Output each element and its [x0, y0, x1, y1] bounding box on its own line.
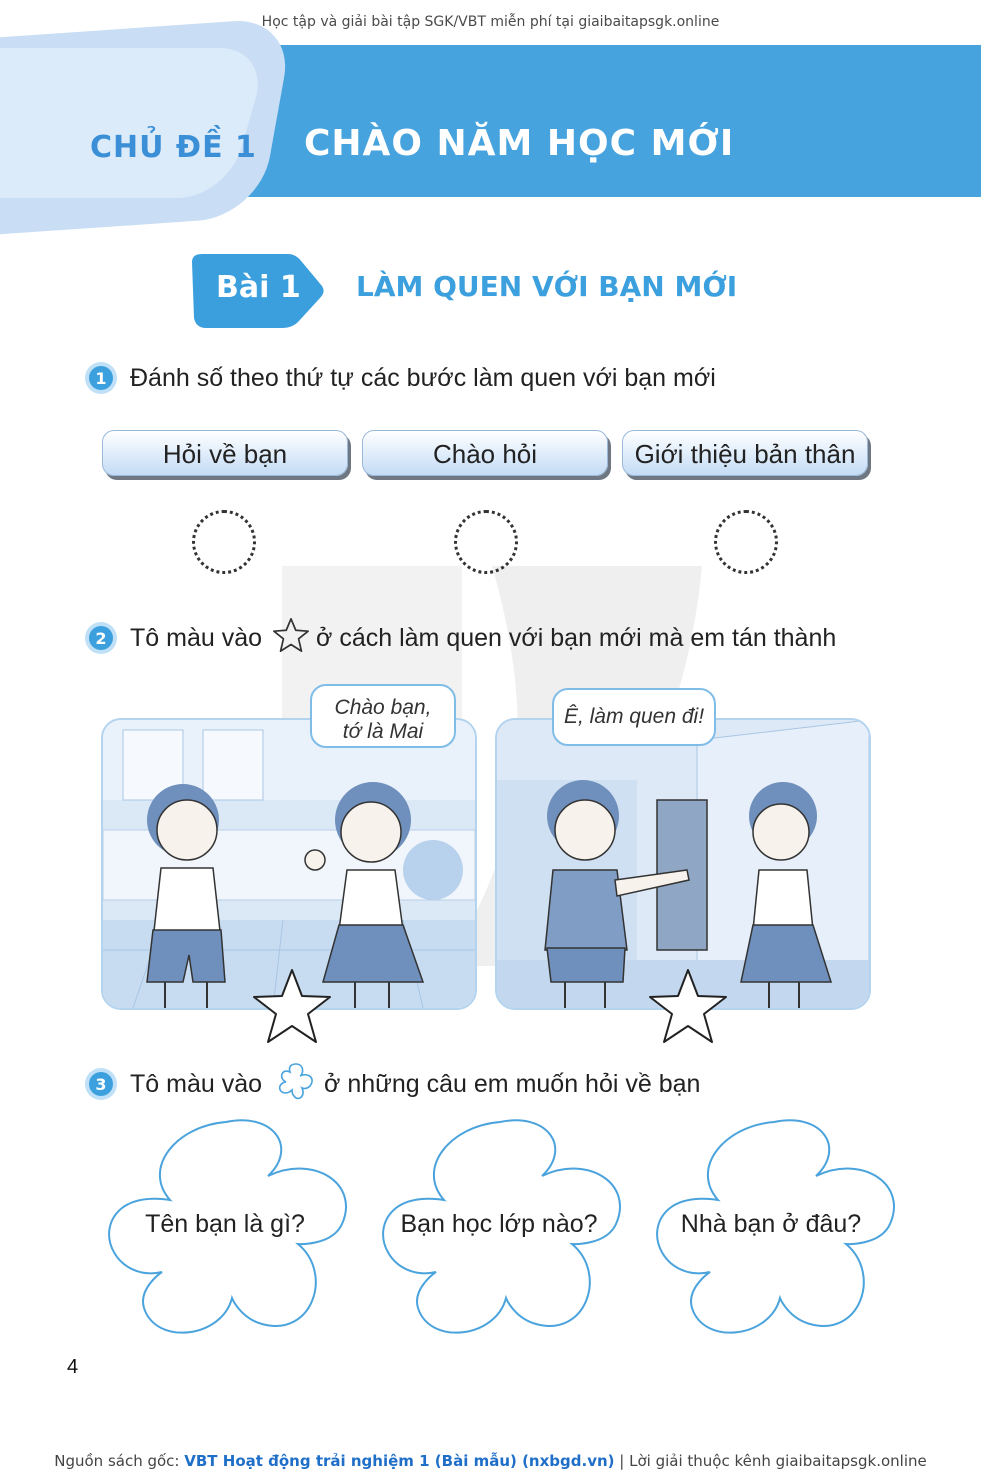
- speech-bubble-rude: [552, 688, 716, 746]
- step-option-ask-about-friend: Hỏi về bạn: [102, 430, 348, 476]
- question-3-number-icon: [84, 1067, 118, 1101]
- footer-prefix: Nguồn sách gốc:: [54, 1452, 180, 1470]
- step-option-introduce-self: Giới thiệu bản thân: [622, 430, 868, 476]
- svg-text:2: 2: [95, 629, 107, 648]
- header-note: Học tập và giải bài tập SGK/VBT miễn phí tại giaibaitapsgk.online: [261, 14, 720, 30]
- star-icon: [272, 616, 310, 654]
- answer-circle-3[interactable]: [714, 510, 778, 574]
- bubble-line-1: Chào bạn,: [334, 696, 432, 719]
- question-2-text-after: ở cách làm quen với bạn mới mà em tán thành: [316, 624, 837, 652]
- answer-circle-1[interactable]: [192, 510, 256, 574]
- flower-question-name: Tên bạn là gì?: [145, 1210, 305, 1238]
- bubble-line-2: tớ là Mai: [342, 720, 424, 743]
- question-2-text-before: Tô màu vào: [130, 624, 263, 652]
- step-option-greet: Chào hỏi: [362, 430, 608, 476]
- svg-text:1: 1: [95, 369, 107, 388]
- footer-suffix: | Lời giải thuộc kênh giaibaitapsgk.online: [619, 1452, 927, 1470]
- footer: [0, 1452, 981, 1470]
- question-3-text-after: ở những câu em muốn hỏi về bạn: [324, 1070, 701, 1098]
- answer-circle-2[interactable]: [454, 510, 518, 574]
- footer-source-link[interactable]: VBT Hoạt động trải nghiệm 1 (Bài mẫu) (nxbgd.vn): [184, 1452, 615, 1470]
- star-answer-1-icon[interactable]: [250, 966, 334, 1046]
- flower-question-home: Nhà bạn ở đâu?: [680, 1210, 862, 1238]
- topic-title: CHÀO NĂM HỌC MỚI: [304, 123, 735, 164]
- bubble-line-rude: Ê, làm quen đi!: [563, 705, 705, 728]
- question-1-text: Đánh số theo thứ tự các bước làm quen với bạn mới: [130, 364, 716, 392]
- question-3-text-before: Tô màu vào: [130, 1070, 263, 1098]
- speech-bubble-greeting: [310, 684, 456, 748]
- topic-label: CHỦ ĐỀ 1: [90, 130, 257, 165]
- question-1-number-icon: [84, 361, 118, 395]
- lesson-title: LÀM QUEN VỚI BẠN MỚI: [356, 270, 738, 303]
- flower-question-class: Bạn học lớp nào?: [400, 1210, 598, 1238]
- page-number: 4: [67, 1356, 79, 1378]
- scene-greeting-illustration: [103, 720, 475, 1008]
- flower-icon: [274, 1060, 318, 1104]
- svg-text:3: 3: [95, 1075, 107, 1094]
- lesson-badge-label: Bài 1: [216, 270, 301, 305]
- scene-rude-illustration: [497, 720, 869, 1008]
- star-answer-2-icon[interactable]: [646, 966, 730, 1046]
- question-2-number-icon: [84, 621, 118, 655]
